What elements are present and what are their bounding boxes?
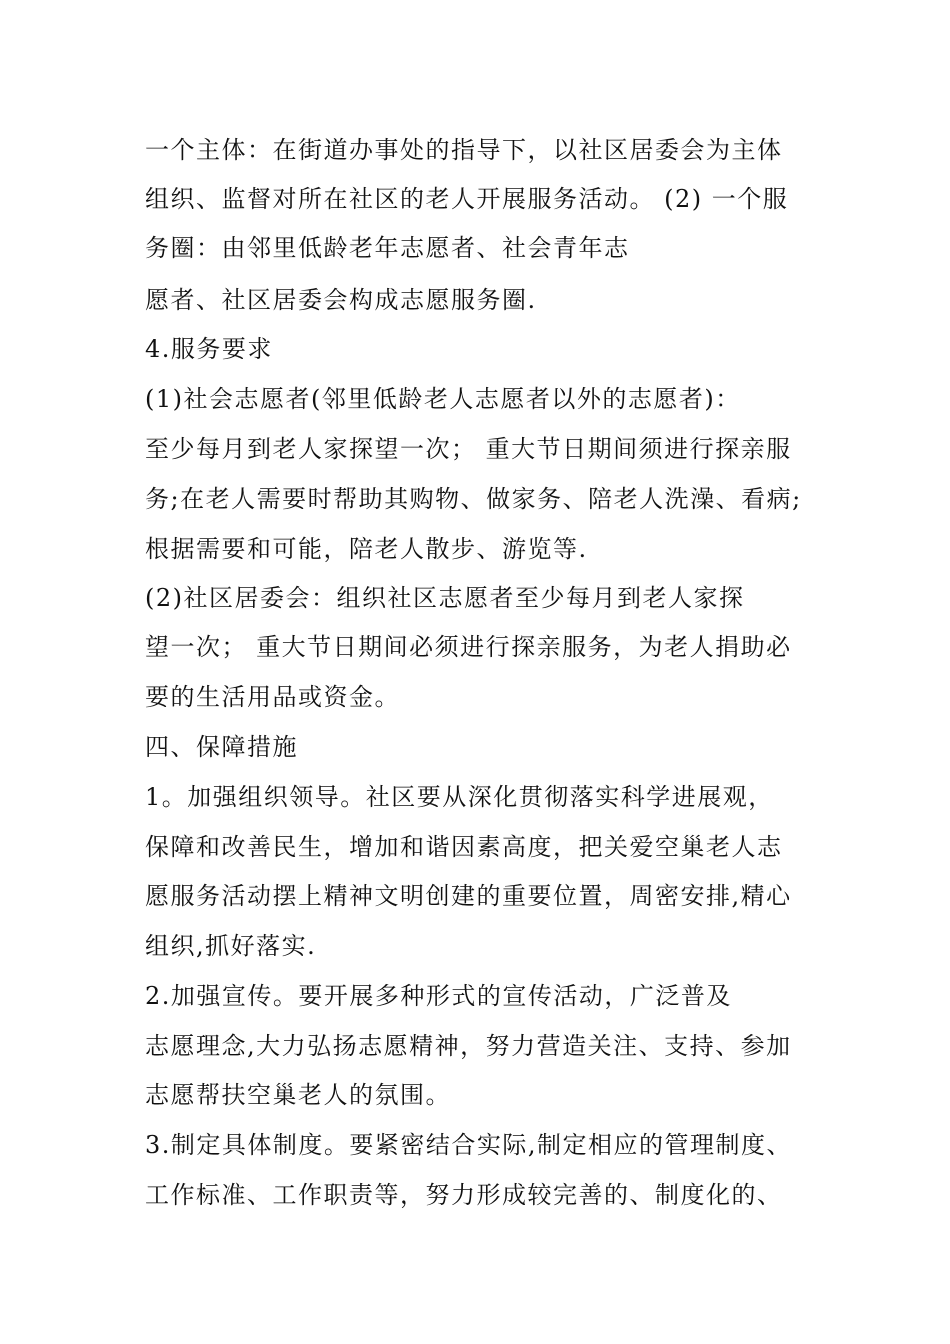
text-line-1: 一个主体：在街道办事处的指导下，以社区居委会为主体 [145, 136, 783, 164]
text-line-9: 根据需要和可能，陪老人散步、游览等. [145, 535, 588, 563]
section-heading-safeguards: 四、保障措施 [145, 733, 298, 761]
text-line-21: 3.制定具体制度。要紧密结合实际,制定相应的管理制度、 [145, 1131, 793, 1159]
text-line-20: 志愿帮扶空巢老人的氛围。 [145, 1081, 451, 1109]
text-line-3: 务圈：由邻里低龄老年志愿者、社会青年志 [145, 234, 630, 262]
text-line-17: 组织,抓好落实. [145, 932, 317, 960]
text-line-11: 望一次； 重大节日期间必须进行探亲服务，为老人捐助必 [145, 633, 792, 661]
text-line-16: 愿服务活动摆上精神文明创建的重要位置，周密安排,精心 [145, 882, 792, 910]
text-line-4: 愿者、社区居委会构成志愿服务圈. [145, 286, 537, 314]
text-line-18: 2.加强宣传。要开展多种形式的宣传活动，广泛普及 [145, 982, 732, 1010]
text-line-2: 组织、监督对所在社区的老人开展服务活动。 (2) 一个服 [145, 185, 789, 213]
text-line-7: 至少每月到老人家探望一次； 重大节日期间须进行探亲服 [145, 435, 792, 463]
section-heading-service-requirements: 4.服务要求 [145, 335, 273, 363]
text-line-15: 保障和改善民生，增加和谐因素高度，把关爱空巢老人志 [145, 833, 783, 861]
text-line-6: (1)社会志愿者(邻里低龄老人志愿者以外的志愿者)： [145, 385, 741, 413]
text-line-10: (2)社区居委会：组织社区志愿者至少每月到老人家探 [145, 584, 745, 612]
text-line-14: 1。加强组织领导。社区要从深化贯彻落实科学进展观， [145, 783, 774, 811]
text-line-19: 志愿理念,大力弘扬志愿精神，努力营造关注、支持、参加 [145, 1032, 792, 1060]
text-line-12: 要的生活用品或资金。 [145, 683, 400, 711]
text-line-8: 务;在老人需要时帮助其购物、做家务、陪老人洗澡、看病; [145, 485, 802, 513]
text-line-22: 工作标准、工作职责等，努力形成较完善的、制度化的、 [145, 1181, 783, 1209]
